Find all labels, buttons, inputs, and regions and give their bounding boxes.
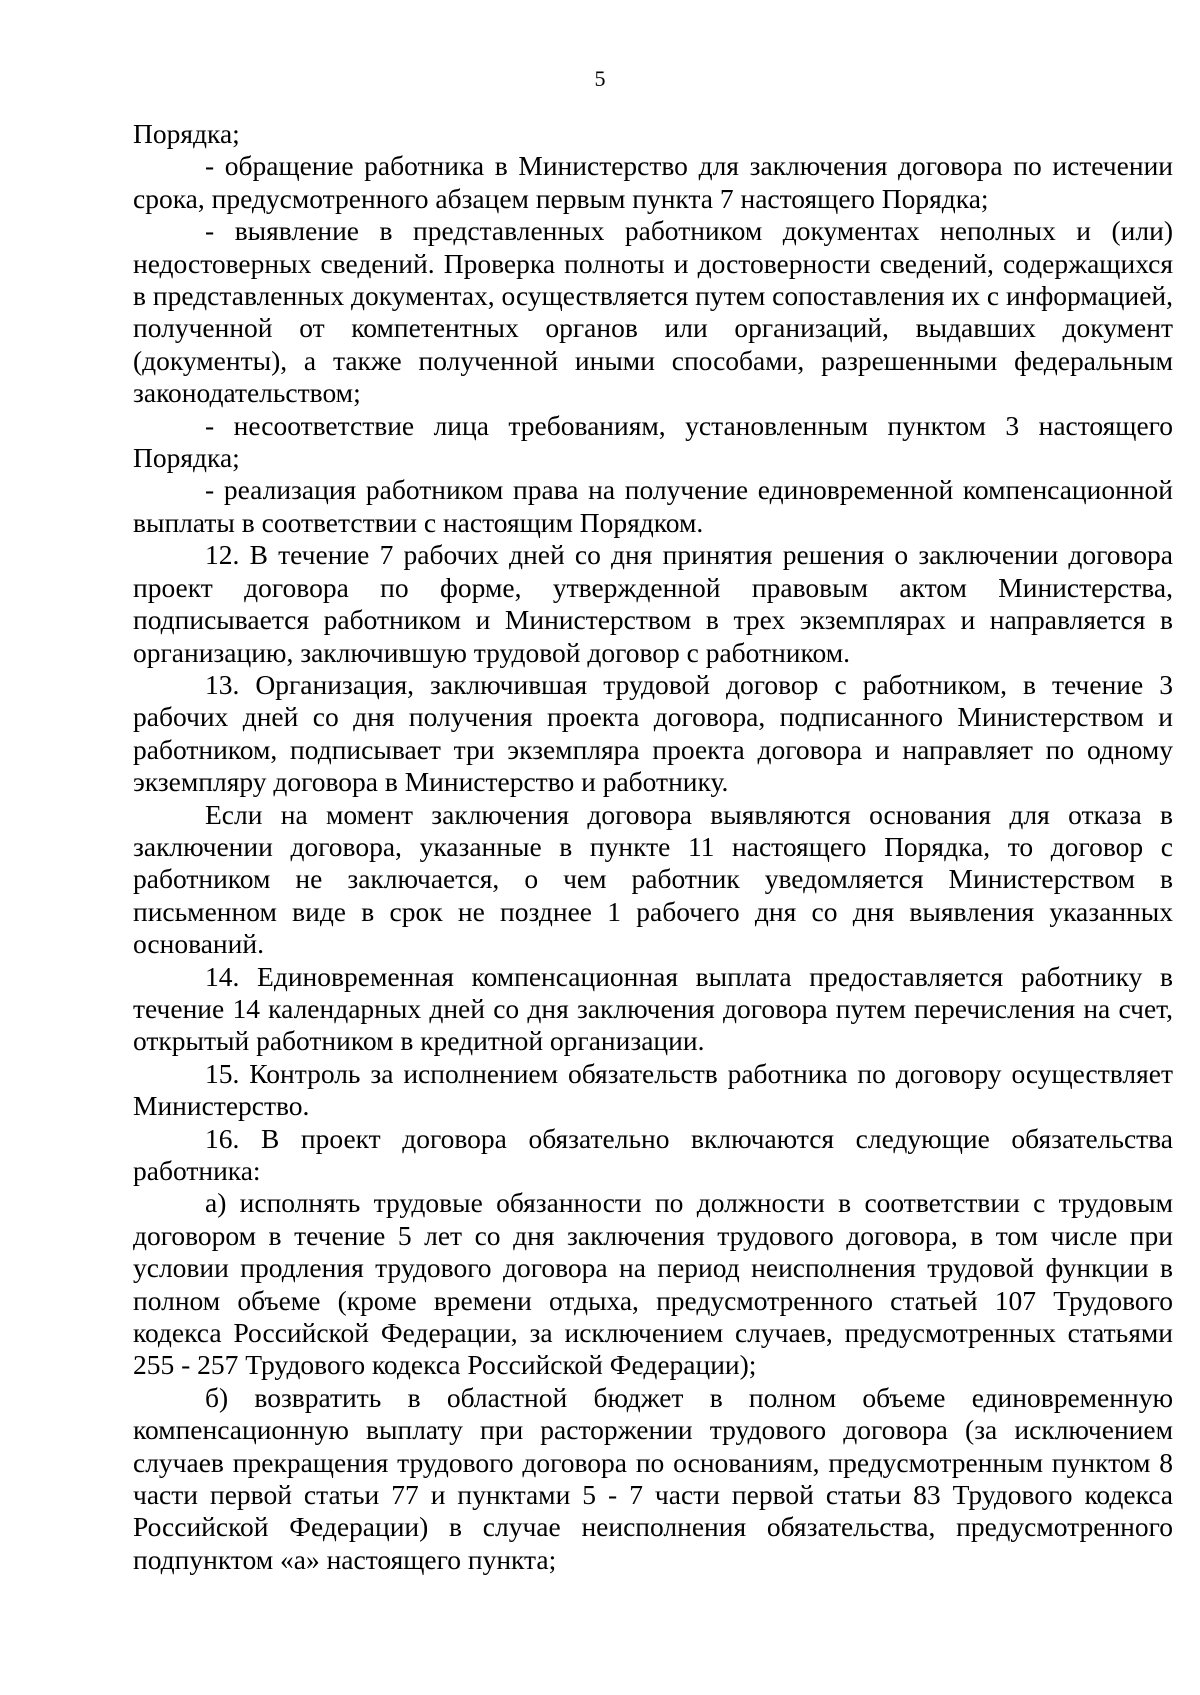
paragraph: Порядка; [133, 118, 240, 149]
document-body [133, 118, 1173, 1576]
paragraph-item-14: 14. Единовременная компенсационная выплата предоставляется работнику в течение 14 календарных дней со дня заключения договора путем перечисления на счет, открытый работником в кредитной организации. [133, 960, 1173, 1057]
paragraph-item-15: 15. Контроль за исполнением обязательств работника по договору осуществляет Министерство. [133, 1057, 1173, 1122]
paragraph: - выявление в представленных работником документах неполных и (или) недостоверных сведений. Проверка полноты и достоверности сведений, содержащихся в представленных документах, осуществляется путем сопоставления их с информацией, полученной от компетентных органов или организаций, выдавших документ (документы), а также полученной иными способами, разрешенными федеральным законодательством; [133, 215, 1173, 409]
paragraph-item-16: 16. В проект договора обязательно включаются следующие обязательства работника: [133, 1122, 1173, 1186]
paragraph: - реализация работником права на получение единовременной компенсационной выплаты в соответствии с настоящим Порядком. [133, 474, 1173, 538]
page-number: 5 [594, 66, 606, 91]
paragraph: Если на момент заключения договора выявляются основания для отказа в заключении договора, указанные в пункте 11 настоящего Порядка, то договор с работником не заключается, о чем работник уведомляется Министерством в письменном виде в срок не позднее 1 рабочего дня со дня выявления указанных оснований. [133, 798, 1173, 960]
paragraph-item-13: 13. Организация, заключившая трудовой договор с работником, в течение 3 рабочих дней со дня получения проекта договора, подписанного Министерством и работником, подписывает три экземпляра проекта договора и направляет по одному экземпляру договора в Министерство и работнику. [133, 668, 1173, 798]
subitem-b: б) возвратить в областной бюджет в полном объеме единовременную компенсационную выплату при расторжении трудового договора (за исключением случаев прекращения трудового договора по основаниям, предусмотренным пунктом 8 части первой статьи 77 и пунктами 5 - 7 части первой статьи 83 Трудового кодекса Российской Федерации) в случае неисполнения обязательства, предусмотренного подпунктом «а» настоящего пункта; [133, 1381, 1173, 1575]
paragraph: - несоответствие лица требованиям, установленным пунктом 3 настоящего Порядка; [133, 409, 1173, 474]
paragraph: - обращение работника в Министерство для заключения договора по истечении срока, предусмотренного абзацем первым пункта 7 настоящего Порядка; [133, 150, 1173, 214]
paragraph-item-12: 12. В течение 7 рабочих дней со дня принятия решения о заключении договора проект договора по форме, утвержденной правовым актом Министерства, подписывается работником и Министерством в трех экземплярах и направляется в организацию, заключившую трудовой договор с работником. [133, 539, 1173, 668]
subitem-a: а) исполнять трудовые обязанности по должности в соответствии с трудовым договором в течение 5 лет со дня заключения трудового договора, в том числе при условии продления трудового договора на период неисполнения трудовой функции в полном объеме (кроме времени отдыха, предусмотренного статьей 107 Трудового кодекса Российской Федерации, за исключением случаев, предусмотренных статьями 255 - 257 Трудового кодекса Российской Федерации); [133, 1187, 1173, 1381]
